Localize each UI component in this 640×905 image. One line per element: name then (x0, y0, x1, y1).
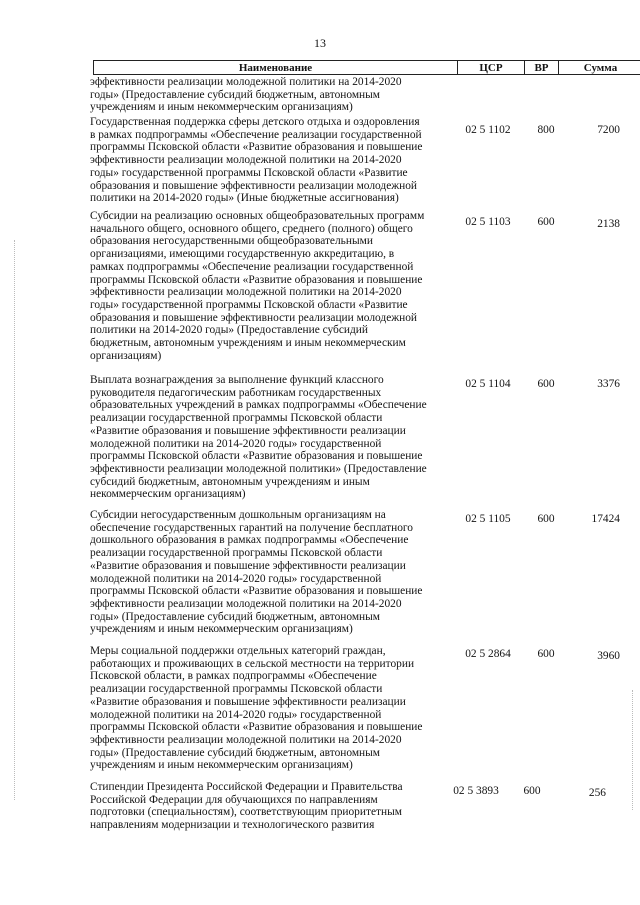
row-vr: 600 (537, 216, 555, 228)
row-csr: 02 5 1102 (465, 124, 511, 136)
row-name: эффективности реализации молодежной политики на 2014-2020 годы» (Предоставление субсидий бюджетным, автономным учреждениям и иным некоммерческим организациям) (90, 76, 402, 114)
row-name: Стипендии Президента Российской Федерации и Правительства Российской Федерации для обучающихся по направлениям подготовки (специальностям), соответствующим приоритетным направлениям модернизации и технологического развития (90, 781, 403, 832)
row-vr: 800 (537, 124, 555, 136)
page-number: 13 (314, 36, 326, 50)
row-name: Государственная поддержка сферы детского отдыха и оздоровления в рамках подпрограммы «Обеспечение реализации государственной программы Псковской области «Развитие образования и повышение эффективности реализации молодежной политики на 2014-2020 годы» государственной программы Псковской области «Развитие образования и повышение эффективности реализации молодежной политики на 2014-2020 годы» (Иные бюджетные ассигнования) (90, 116, 423, 205)
row-name: Меры социальной поддержки отдельных категорий граждан, работающих и проживающих в сельской местности на территории Псковской области, в рамках подпрограммы «Обеспечение реализации государственной программы Псковской области «Развитие образования и повышение эффективности реализации молодежной политики на 2014-2020 годы» государственной программы Псковской области «Развитие образования и повышение эффективности реализации молодежной политики на 2014-2020 годы» (Предоставление субсидий бюджетным, автономным учреждениям и иным некоммерческим организациям) (90, 645, 423, 772)
row-csr: 02 5 1105 (465, 513, 511, 525)
row-csr: 02 5 2864 (465, 648, 511, 660)
row-sum: 17424 (591, 513, 620, 525)
table-header (93, 60, 640, 76)
row-csr: 02 5 1103 (465, 216, 511, 228)
header-vr: ВР (524, 60, 559, 75)
row-sum: 3960 (597, 650, 620, 662)
row-vr: 600 (523, 785, 541, 797)
row-sum: 2138 (597, 218, 620, 230)
scan-edge-right (632, 690, 633, 810)
row-sum: 7200 (597, 124, 620, 136)
header-csr: ЦСР (457, 60, 525, 75)
header-sum: Сумма (558, 60, 640, 75)
row-csr: 02 5 3893 (453, 785, 499, 797)
row-sum: 3376 (597, 378, 620, 390)
row-name: Субсидии на реализацию основных общеобразовательных программ начального общего, основного общего, среднего (полного) общего образования негосударственными общеобразовательными организациями, имеющими государственную аккредитацию, в рамках подпрограммы «Обеспечение реализации государственной программы Псковской области «Развитие образования и повышение эффективности реализации молодежной политики на 2014-2020 годы» государственной программы Псковской области «Развитие образования и повышение эффективности реализации молодежной политики на 2014-2020 годы» (Предоставление субсидий бюджетным, автономным учреждениям и иным некоммерческим организациям) (90, 210, 425, 362)
row-sum: 256 (588, 787, 606, 799)
scan-edge-left (14, 240, 15, 800)
row-name: Субсидии негосударственным дошкольным организациям на обеспечение государственных гарантий на получение бесплатного дошкольного образования в рамках подпрограммы «Обеспечение реализации государственной программы Псковской области «Развитие образования и повышение эффективности реализации молодежной политики на 2014-2020 годы» государственной программы Псковской области «Развитие образования и повышение эффективности реализации молодежной политики на 2014-2020 годы» (Предоставление субсидий бюджетным, автономным учреждениям и иным некоммерческим организациям) (90, 509, 423, 636)
row-vr: 600 (537, 513, 555, 525)
row-name: Выплата вознаграждения за выполнение функций классного руководителя педагогическим работникам государственных образовательных учреждений в рамках подпрограммы «Обеспечение реализации государственной программы Псковской области «Развитие образования и повышение эффективности реализации молодежной политики на 2014-2020 годы» государственной программы Псковской области «Развитие образования и повышение эффективности реализации молодежной политики» (Предоставление субсидий бюджетным, автономным учреждениям и иным некоммерческим организациям) (90, 374, 427, 501)
row-vr: 600 (537, 648, 555, 660)
row-csr: 02 5 1104 (465, 378, 511, 390)
header-name: Наименование (93, 60, 458, 75)
row-vr: 600 (537, 378, 555, 390)
